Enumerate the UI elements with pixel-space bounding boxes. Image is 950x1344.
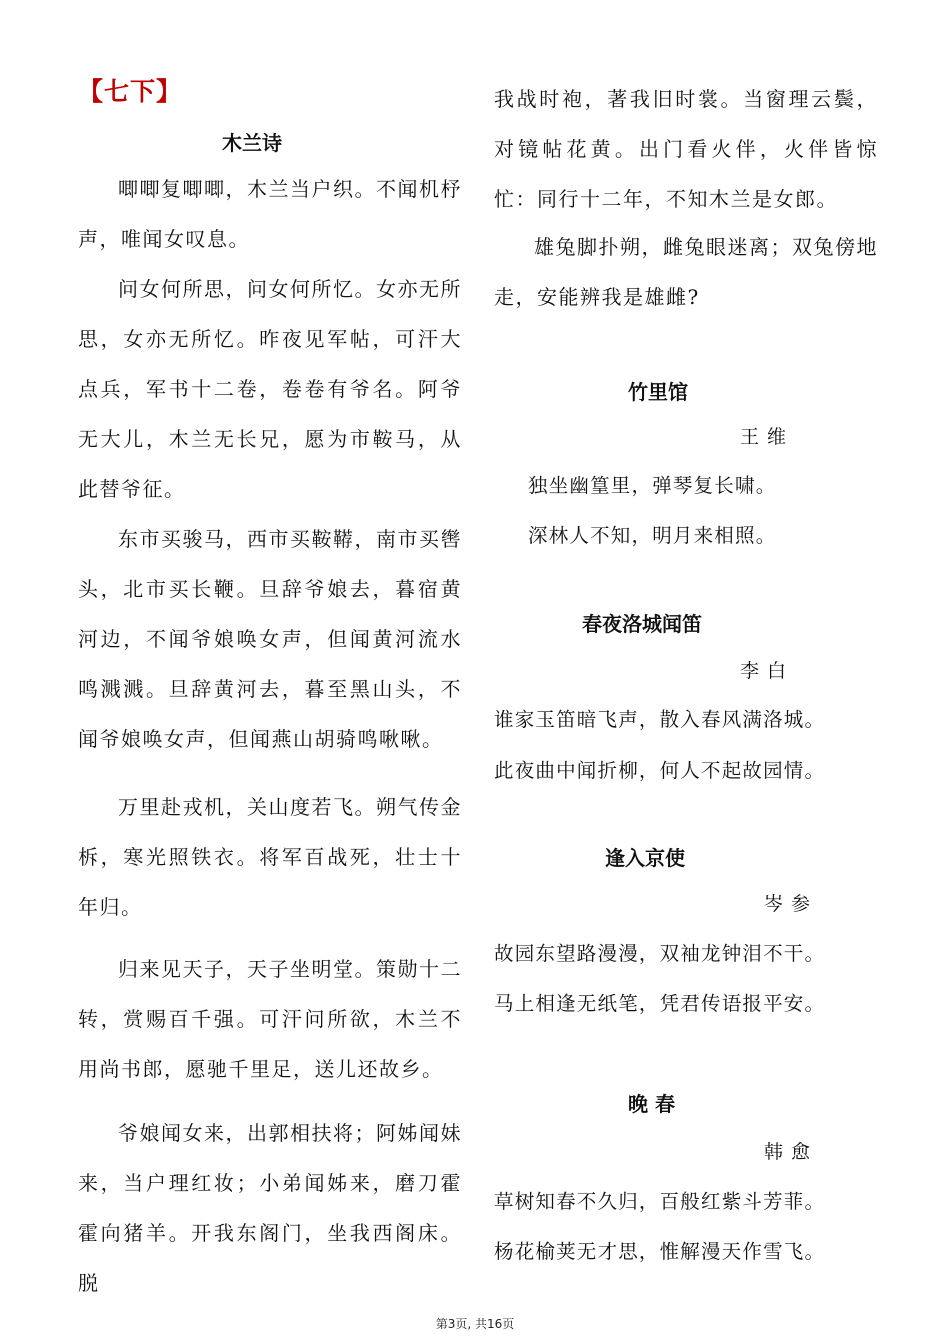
poem-line: 深林人不知，明月来相照。 <box>528 524 777 547</box>
mulan-paragraph-2: 问女何所思，问女何所忆。女亦无所思，女亦无所忆。昨夜见军帖，可汗大点兵，军书十二卷，卷卷有爷名。阿爷无大儿，木兰无长兄，愿为市鞍马，从此替爷征。 <box>78 277 462 501</box>
poem-title-chunye: 春夜洛城闻笛 <box>582 612 702 636</box>
poem-line: 马上相逢无纸笔，凭君传语报平安。 <box>494 992 826 1015</box>
poem-line: 草树知春不久归，百般红紫斗芳菲。 <box>494 1190 826 1213</box>
poem-line: 独坐幽篁里，弹琴复长啸。 <box>528 474 777 497</box>
mulan-continuation-2: 雄兔脚扑朔，雌兔眼迷离；双兔傍地走，安能辨我是雄雌? <box>494 235 878 309</box>
poem-author: 王维 <box>740 426 795 448</box>
poem-title-wanchun: 晚 春 <box>628 1092 675 1116</box>
mulan-continuation-1: 我战时袍，著我旧时裳。当窗理云鬓，对镜帖花黄。出门看火伴，火伴皆惊忙：同行十二年，不知木兰是女郎。 <box>494 87 878 211</box>
mulan-paragraph-1: 唧唧复唧唧，木兰当户织。不闻机杼声，唯闻女叹息。 <box>78 177 462 251</box>
poem-title-zhuliguan: 竹里馆 <box>628 380 688 404</box>
page-footer: 第3页, 共16页 <box>435 1317 515 1331</box>
poem-line: 故园东望路漫漫，双袖龙钟泪不干。 <box>494 942 826 965</box>
poem-author: 韩愈 <box>764 1141 819 1163</box>
mulan-paragraph-3: 东市买骏马，西市买鞍鞯，南市买辔头，北市买长鞭。旦辞爷娘去，暮宿黄河边，不闻爷娘唤女声，但闻黄河流水鸣溅溅。旦辞黄河去，暮至黑山头，不闻爷娘唤女声，但闻燕山胡骑鸣啾啾。 <box>78 527 462 751</box>
poem-author: 岑参 <box>764 893 819 915</box>
poem-author: 李白 <box>740 660 795 682</box>
section-label: 【七下】 <box>78 77 183 106</box>
poem-title-fengrujingshi: 逢入京使 <box>605 846 685 870</box>
mulan-paragraph-5: 归来见天子，天子坐明堂。策勋十二转，赏赐百千强。可汗问所欲，木兰不用尚书郎，愿驰千里足，送儿还故乡。 <box>78 957 462 1081</box>
poem-line: 杨花榆荚无才思，惟解漫天作雪飞。 <box>494 1240 826 1263</box>
mulan-paragraph-4: 万里赴戎机，关山度若飞。朔气传金柝，寒光照铁衣。将军百战死，壮士十年归。 <box>78 795 462 919</box>
mulan-paragraph-6: 爷娘闻女来，出郭相扶将；阿姊闻妹来，当户理红妆；小弟闻姊来，磨刀霍霍向猪羊。开我东阁门，坐我西阁床。脱 <box>78 1121 462 1295</box>
poem-title-mulan: 木兰诗 <box>222 131 282 155</box>
poem-line: 谁家玉笛暗飞声，散入春风满洛城。 <box>494 708 826 731</box>
poem-line: 此夜曲中闻折柳，何人不起故园情。 <box>494 759 826 782</box>
